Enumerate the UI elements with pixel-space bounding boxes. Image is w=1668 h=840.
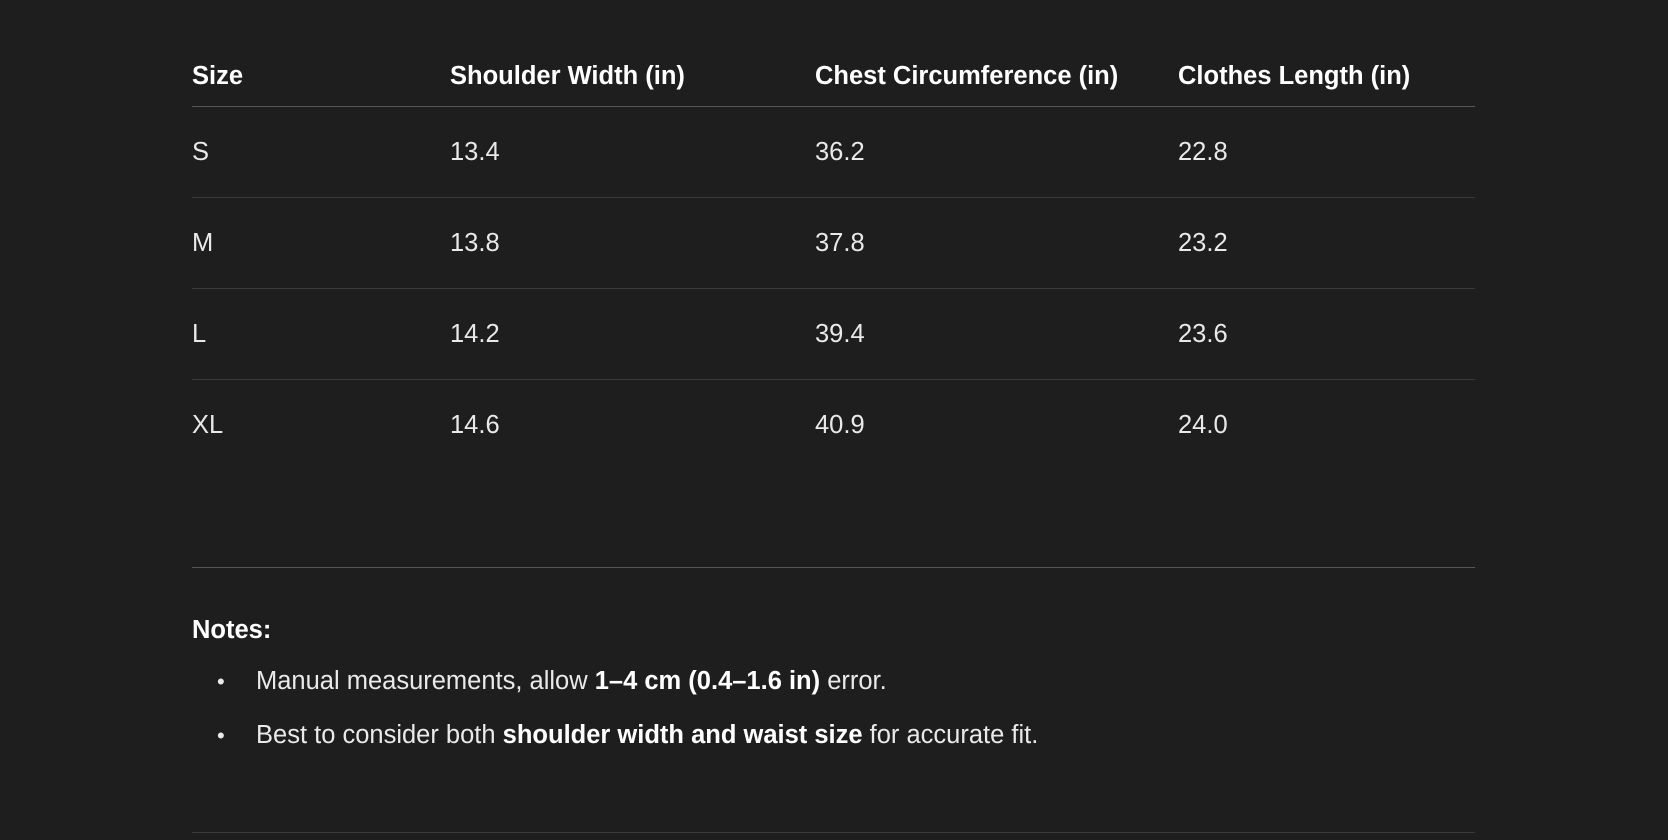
- content-area: [192, 0, 1475, 748]
- note-text-pre: Best to consider both: [256, 720, 503, 749]
- cell-clothes-length: 23.6: [1178, 289, 1475, 380]
- notes-title: Notes:: [192, 616, 272, 644]
- list-item: [192, 669, 1475, 695]
- table-row: [192, 289, 1475, 380]
- cell-size: XL: [192, 410, 224, 439]
- cell-chest-circumference: 37.8: [815, 198, 1178, 289]
- cell-shoulder-width: 14.6: [450, 410, 500, 439]
- column-header-clothes-length: Clothes Length (in): [1178, 0, 1475, 107]
- cell-chest-circumference: 40.9: [815, 410, 865, 439]
- note-text-post: error.: [820, 667, 887, 695]
- table-footer-divider: [192, 567, 1475, 568]
- list-item: [192, 720, 1475, 749]
- note-text-strong: 1–4 cm (0.4–1.6 in): [594, 667, 821, 695]
- cell-clothes-length: 22.8: [1178, 107, 1475, 198]
- table-header: [192, 0, 1475, 107]
- notes-list: [192, 669, 1475, 748]
- table-body: [192, 107, 1475, 471]
- cell-size: M: [192, 198, 450, 289]
- cell-shoulder-width: 13.8: [450, 198, 815, 289]
- column-header-shoulder-width: Shoulder Width (in): [450, 0, 815, 107]
- column-header-size: Size: [192, 0, 450, 107]
- table-row: [192, 380, 1475, 471]
- note-text-strong: shoulder width and waist size: [502, 720, 863, 749]
- cell-chest-circumference: 39.4: [815, 289, 1178, 380]
- bullet-icon: •: [217, 669, 225, 694]
- cell-clothes-length: 24.0: [1178, 410, 1228, 439]
- cell-size: S: [192, 107, 450, 198]
- column-header-chest-circumference: Chest Circumference (in): [815, 0, 1178, 107]
- table-header-row: [192, 0, 1475, 107]
- note-text-post: for accurate fit.: [862, 720, 1039, 749]
- cell-shoulder-width: 13.4: [450, 107, 815, 198]
- cell-chest-circumference: 36.2: [815, 107, 1178, 198]
- page-bottom-divider: [192, 832, 1475, 833]
- bullet-icon: •: [217, 722, 225, 748]
- cell-size: L: [192, 289, 450, 380]
- table-row: [192, 198, 1475, 289]
- cell-shoulder-width: 14.2: [450, 289, 815, 380]
- cell-clothes-length: 23.2: [1178, 198, 1475, 289]
- note-text-pre: Manual measurements, allow: [256, 667, 595, 695]
- size-chart-table: [192, 0, 1475, 470]
- notes-section: [192, 616, 1475, 748]
- table-row: [192, 107, 1475, 198]
